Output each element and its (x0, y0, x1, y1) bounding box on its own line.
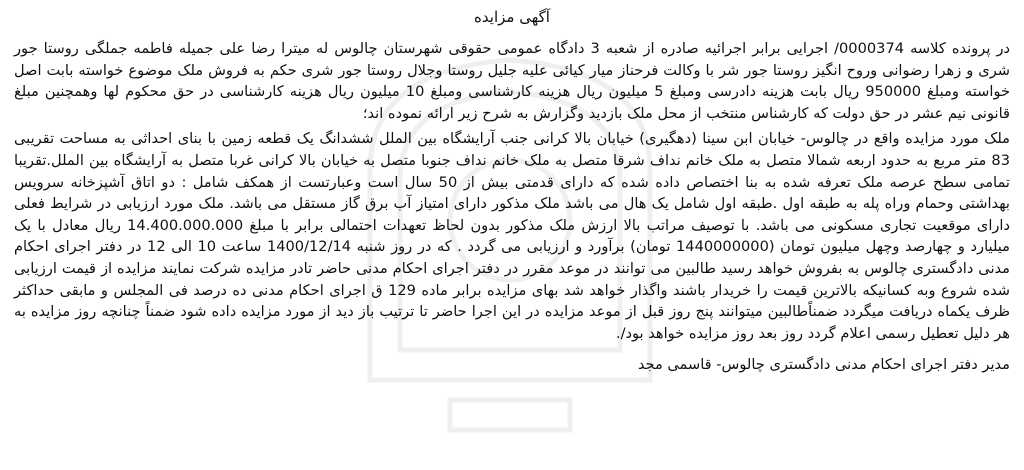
notice-signature: مدیر دفتر اجرای احکام مدنی دادگستری چالوس- قاسمی مجد (637, 356, 1010, 374)
notice-title: آگهی مزایده (474, 8, 550, 26)
notice-paragraph-property: ملک مورد مزایده واقع در چالوس- خیابان ابن سینا (دهگیری) خیابان بالا کرانی جنب آرایشگاه بین الملل ششدانگ یک قطعه زمین با بنای احداثی به مساحت تقریبی 83 متر مربع به حدود اربعه شمالا متصل به ملک خانم نداف شرقا متصل به ملک خانم نداف جنوبا متصل به خیابان بالا کرانی غربا متصل به آرایشگاه بین الملل.تقریبا تمامی سطح عرصه ملک تعرفه شده به بنا اختصاص داده شده که دارای قدمتی بیش از 50 سال است وعبارتست از همکف شامل : دو اتاق آشپزخانه سرویس بهداشتی وحمام وراه پله به طبقه اول .طبقه اول شامل یک هال می باشد ملک مذکور دارای امتیاز آب برق گاز مستقل می باشد. ملک مورد ارزیابی در شرایط فعلی دارای موقعیت تجاری مسکونی می باشد. با توصیف مراتب بالا ارزش ملک مذکور بدون لحاظ تعهدات احتمالی برابر با مبلغ 14.400.000.000 ریال معادل با یک میلیارد و چهارصد وچهل میلیون تومان (1440000000 تومان) برآورد و ارزیابی می گردد . که در روز شنبه 1400/12/14 ساعت 10 الی 12 در دفتر اجرای احکام مدنی دادگستری چالوس به بفروش خواهد رسید طالبین می توانند در موعد مقرر در دفتر اجرای احکام مدنی حاضر تادر مزایده شرکت نمایند مزایده از قیمت ارزیابی شده شروع وبه کسانیکه بالاترین قیمت را خریدار باشند واگذار خواهد شد بهای مزایده برابر ماده 129 ق اجرای احکام مدنی ده درصد فی المجلس و مابقی حداکثر ظرف یکماه دریافت میگردد ضمناًطالبین میتوانند پنج روز قبل از موعد مزایده در این اجرا حاضر تا ترتیب باز دید از مورد مزایده داده شود ضمناً چنانچه روز مزایده به هر دلیل تعطیل رسمی اعلام گردد روز بعد روز مزایده خواهد بود/. (14, 130, 1011, 342)
notice-paragraph-case: در پرونده کلاسه 0000374/ اجرایی برابر اجرائیه صادره از شعبه 3 دادگاه عمومی حقوقی شهرستان چالوس له میترا رضا علی جمیله فاطمه جملگی روستا جور شری و زهرا رضوانی وروح انگیز روستا جور شر با وکالت فرحناز میار کیائی علیه جلیل روستا وجلال روستا جور شری حکم به فروش ملک موضوع خواسته بابت اصل خواسته ومبلغ 950000 ریال بابت هزینه دادرسی ومبلغ 5 میلیون ریال هزینه کارشناسی ومبلغ 10 میلیون ریال هزینه کارشناسی در حق محکوم لها وهمچنین مبلغ قانونی نیم عشر در حق دولت که کارشناس منتخب از محل ملک بازدید وگزارش به شرح زیر ارائه نموده اند؛ (14, 40, 1010, 122)
notice-document (14, 4, 1010, 376)
